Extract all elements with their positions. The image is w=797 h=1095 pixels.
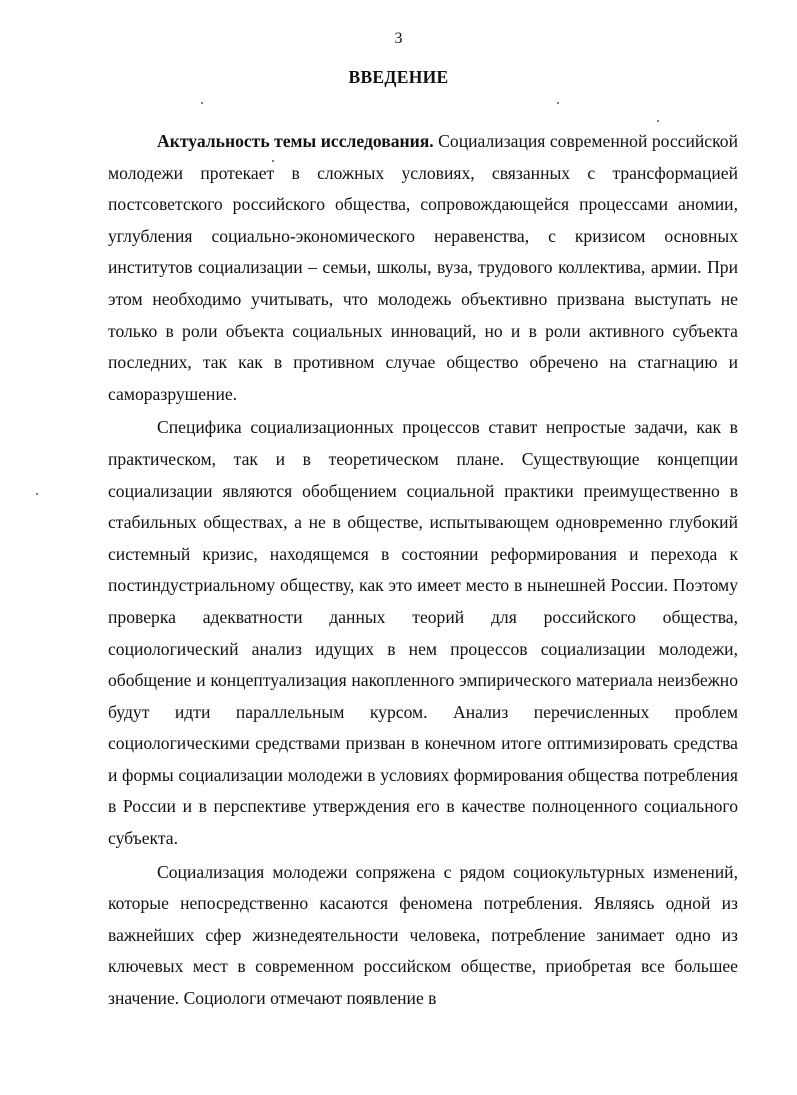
scan-speck [557, 102, 559, 104]
scan-speck [657, 120, 659, 122]
scan-speck [36, 493, 38, 495]
relevance-text: Социализация современной российской молодежи протекает в сложных условиях, связанных с трансформацией постсоветского российского общества, сопровождающейся процессами аномии, углубления социально-экономического неравенства, с кризисом основных институтов социализации – семьи, школы, вуза, трудового коллектива, армии. При этом необходимо учитывать, что молодежь объективно призвана выступать не только в роли объекта социальных инноваций, но и в роли активного субъекта последних, так как в противном случае общество обречено на стагнацию и саморазрушение. [108, 131, 738, 404]
body-text [108, 126, 738, 1015]
relevance-lead: Актуальность темы исследования. [157, 131, 434, 151]
scan-speck [201, 102, 203, 104]
paragraph-specifics: Специфика социализационных процессов ставит непростые задачи, как в практическом, так и в теоретическом плане. Существующие концепции социализации являются обобщением социальной практики преимущественно в стабильных обществах, а не в обществе, испытывающем одновременно глубокий системный кризис, находящемся в состоянии реформирования и перехода к постиндустриальному обществу, как это имеет место в нынешней России. Поэтому проверка адекватности данных теорий для российского общества, социологический анализ идущих в нем процессов социализации молодежи, обобщение и концептуализация накопленного эмпирического материала неизбежно будут идти параллельным курсом. Анализ перечисленных проблем социологическими средствами призван в конечном итоге оптимизировать средства и формы социализации молодежи в условиях формирования общества потребления в России и в перспективе утверждения его в качестве полноценного социального субъекта. [108, 417, 738, 849]
paragraph-consumption: Социализация молодежи сопряжена с рядом социокультурных изменений, которые непосредственно касаются феномена потребления. Являясь одной из важнейших сфер жизнедеятельности человека, потребление занимает одно из ключевых мест в современном российском обществе, приобретая все большее значение. Социологи отмечают появление в [108, 861, 738, 1009]
paragraph-relevance [108, 126, 738, 410]
section-heading: ВВЕДЕНИЕ [348, 67, 449, 87]
page-number: 3 [394, 30, 403, 47]
